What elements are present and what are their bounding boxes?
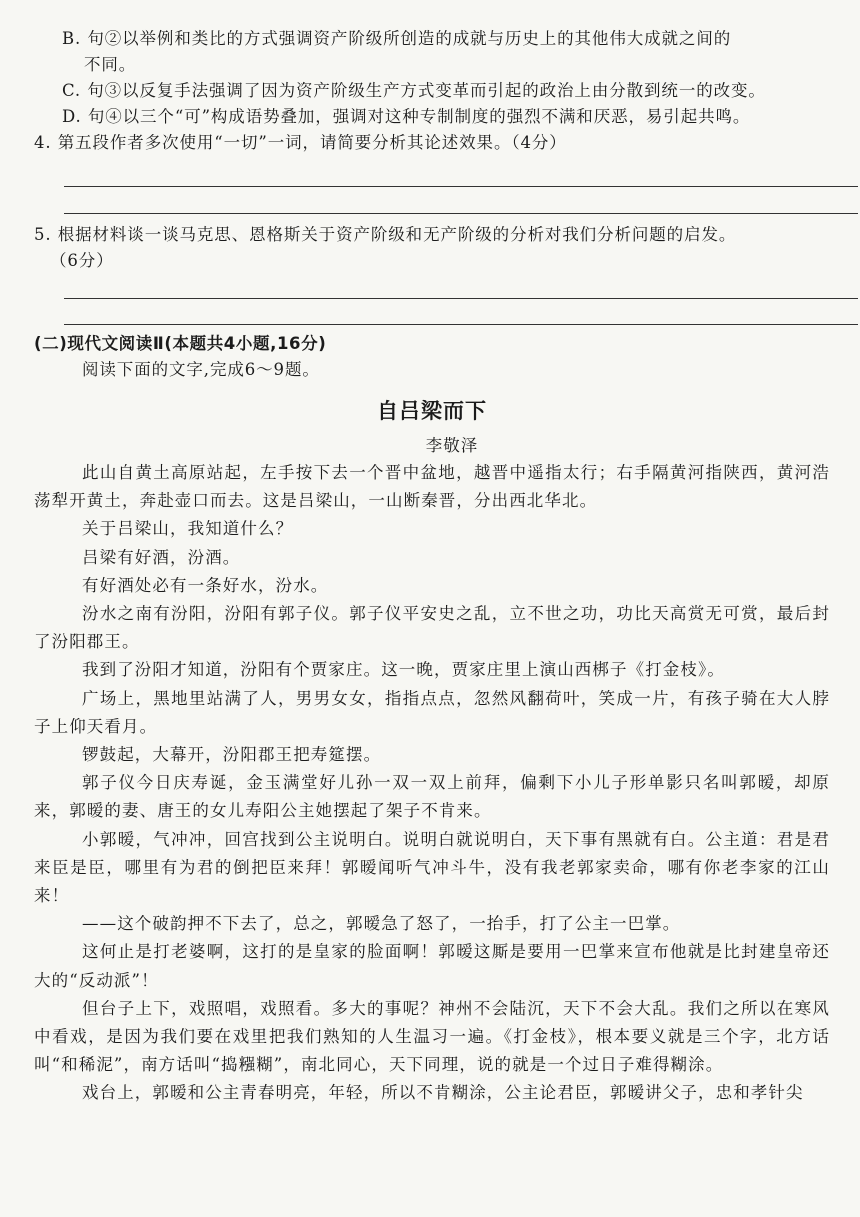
paragraph: 关于吕梁山，我知道什么？ <box>82 519 294 539</box>
article-title: 自吕梁而下 <box>377 399 487 423</box>
paragraph: 此山自黄土高原站起，左手按下去一个晋中盆地，越晋中遥指太行；右手隔黄河指陕西，黄河浩荡犁开黄土，奔赴壶口而去。这是吕梁山，一山断秦晋，分出西北华北。 <box>34 463 830 511</box>
paragraph: 戏台上，郭暧和公主青春明亮，年轻，所以不肯糊涂，公主论君臣，郭暧讲父子，忠和孝针尖 <box>82 1083 804 1103</box>
option-b-line-2: 不同。 <box>84 55 137 74</box>
option-d: D. 句④以三个“可”构成语势叠加，强调对这种专制制度的强烈不满和厌恶，易引起共鸣。 <box>62 107 751 126</box>
question-4: 4. 第五段作者多次使用“一切”一词，请简要分析其论述效果。（4分） <box>34 133 567 152</box>
section-heading: (二)现代文阅读Ⅱ(本题共4小题,16分) <box>34 334 327 353</box>
paragraph: 我到了汾阳才知道，汾阳有个贾家庄。这一晚，贾家庄里上演山西梆子《打金枝》。 <box>82 660 725 680</box>
option-b-line-1: B. 句②以举例和类比的方式强调资产阶级所创造的成就与历史上的其他伟大成就之间的 <box>62 29 732 48</box>
question-5-line-2: （6分） <box>50 251 114 270</box>
article-body <box>34 459 830 1108</box>
paragraph: 吕梁有好酒，汾酒。 <box>82 547 241 567</box>
paragraph: 小郭暧，气冲冲，回宫找到公主说明白。说明白就说明白，天下事有黑就有白。公主道：君是君来臣是臣，哪里有为君的倒把臣来拜！郭暧闻听气冲斗牛，没有我老郭家卖命，哪有你老李家的江山来！ <box>34 829 830 906</box>
question-5-line-1: 5. 根据材料谈一谈马克思、恩格斯关于资产阶级和无产阶级的分析对我们分析问题的启发。 <box>34 225 737 244</box>
paragraph: 但台子上下，戏照唱，戏照看。多大的事呢？神州不会陆沉，天下不会大乱。我们之所以在寒风中看戏，是因为我们要在戏里把我们熟知的人生温习一遍。《打金枝》，根本要义就是三个字，北方话叫“和稀泥”，南方话叫“捣糨糊”，南北同心，天下同理，说的就是一个过日子难得糊涂。 <box>34 998 830 1075</box>
paragraph: 汾水之南有汾阳，汾阳有郭子仪。郭子仪平安史之乱，立不世之功，功比天高赏无可赏，最后封了汾阳郡王。 <box>34 604 830 652</box>
paragraph: 锣鼓起，大幕开，汾阳郡王把寿筵摆。 <box>82 745 382 765</box>
section-instruction: 阅读下面的文字,完成6～9题。 <box>82 360 320 379</box>
article-author: 李敬泽 <box>425 436 479 455</box>
paragraph: 广场上，黑地里站满了人，男男女女，指指点点，忽然风翻荷叶，笑成一片，有孩子骑在大人脖子上仰天看月。 <box>34 688 830 736</box>
option-c: C. 句③以反复手法强调了因为资产阶级生产方式变革而引起的政治上由分散到统一的改变。 <box>62 81 766 100</box>
paragraph: ——这个破韵押不下去了，总之，郭暧急了怒了，一抬手，打了公主一巴掌。 <box>82 914 681 934</box>
paragraph: 郭子仪今日庆寿诞，金玉满堂好儿孙一双一双上前拜，偏剩下小儿子形单影只名叫郭暧，却原来，郭暧的妻、唐王的女儿寿阳公主她摆起了架子不肯来。 <box>34 773 830 821</box>
paragraph: 这何止是打老婆啊，这打的是皇家的脸面啊！郭暧这厮是要用一巴掌来宣布他就是比封建皇帝还大的“反动派”！ <box>34 942 830 990</box>
paragraph: 有好酒处必有一条好水，汾水。 <box>82 575 329 595</box>
